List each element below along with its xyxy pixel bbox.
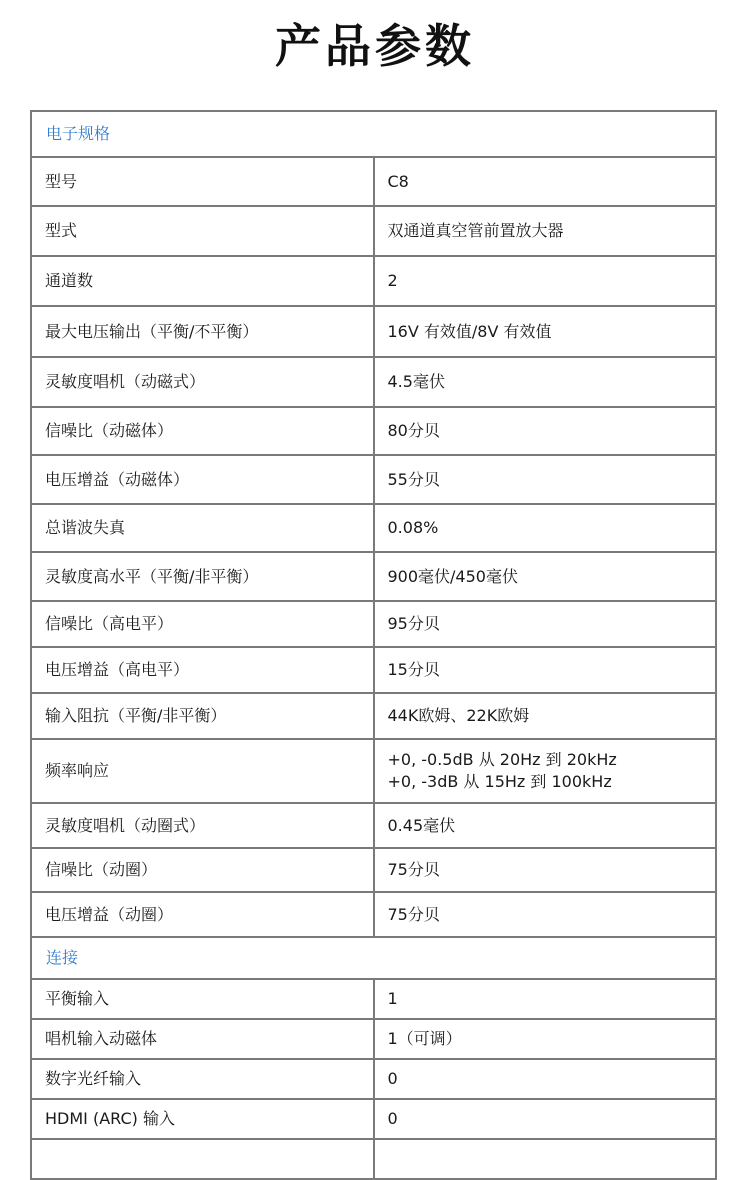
spec-label: 频率响应 (31, 739, 374, 803)
spec-label: 灵敏度唱机（动圈式） (31, 803, 374, 848)
spec-label: 电压增益（动圈） (31, 892, 374, 937)
table-row (31, 848, 716, 892)
spec-label: 输入阻抗（平衡/非平衡） (31, 693, 374, 739)
spec-label: 信噪比（动磁体） (31, 407, 374, 455)
table-row (31, 693, 716, 739)
spec-value: 80分贝 (374, 407, 717, 455)
spec-label: 总谐波失真 (31, 504, 374, 552)
spec-label: 通道数 (31, 256, 374, 306)
spec-value: 55分贝 (374, 455, 717, 504)
spec-label: 电压增益（高电平） (31, 647, 374, 693)
spec-value-line: +0, -0.5dB 从 20Hz 到 20kHz (387, 750, 617, 769)
spec-label: 数字光纤输入 (31, 1059, 374, 1099)
table-row (31, 892, 716, 937)
spec-value: 75分贝 (374, 848, 717, 892)
table-row (31, 306, 716, 357)
spec-value: 2 (374, 256, 717, 306)
section-heading: 电子规格 (31, 111, 716, 157)
table-row (31, 455, 716, 504)
spec-value (374, 1139, 717, 1179)
table-row (31, 407, 716, 455)
spec-value: 16V 有效值/8V 有效值 (374, 306, 717, 357)
table-row (31, 1139, 716, 1179)
page-title: 产品参数 (275, 19, 475, 73)
spec-label: 型式 (31, 206, 374, 256)
table-row (31, 647, 716, 693)
spec-value: 0 (374, 1059, 717, 1099)
spec-value: 95分贝 (374, 601, 717, 647)
spec-value: 1 (374, 979, 717, 1019)
spec-value: C8 (374, 157, 717, 206)
spec-value: 1（可调） (374, 1019, 717, 1059)
spec-label: HDMI (ARC) 输入 (31, 1099, 374, 1139)
spec-value: 15分贝 (374, 647, 717, 693)
spec-table (30, 110, 717, 1180)
spec-value: 双通道真空管前置放大器 (374, 206, 717, 256)
section-header-row (31, 937, 716, 979)
spec-label: 电压增益（动磁体） (31, 455, 374, 504)
table-row (31, 739, 716, 803)
table-row (31, 979, 716, 1019)
spec-label: 唱机输入动磁体 (31, 1019, 374, 1059)
table-row (31, 1099, 716, 1139)
spec-value-multiline (374, 739, 717, 803)
spec-label: 灵敏度唱机（动磁式） (31, 357, 374, 407)
spec-label: 最大电压输出（平衡/不平衡） (31, 306, 374, 357)
spec-label: 信噪比（高电平） (31, 601, 374, 647)
spec-value: 4.5毫伏 (374, 357, 717, 407)
spec-value: 0.45毫伏 (374, 803, 717, 848)
spec-label: 平衡输入 (31, 979, 374, 1019)
table-row (31, 552, 716, 601)
table-row (31, 206, 716, 256)
spec-label: 型号 (31, 157, 374, 206)
table-row (31, 1059, 716, 1099)
spec-value: 44K欧姆、22K欧姆 (374, 693, 717, 739)
spec-value: 900毫伏/450毫伏 (374, 552, 717, 601)
spec-label (31, 1139, 374, 1179)
section-heading: 连接 (31, 937, 716, 979)
table-row (31, 504, 716, 552)
spec-value: 75分贝 (374, 892, 717, 937)
section-header-row (31, 111, 716, 157)
spec-value: 0.08% (374, 504, 717, 552)
spec-label: 灵敏度高水平（平衡/非平衡） (31, 552, 374, 601)
spec-value-line: +0, -3dB 从 15Hz 到 100kHz (387, 772, 612, 791)
table-row (31, 157, 716, 206)
table-row (31, 1019, 716, 1059)
table-row (31, 601, 716, 647)
table-row (31, 357, 716, 407)
spec-value: 0 (374, 1099, 717, 1139)
table-row (31, 256, 716, 306)
table-row (31, 803, 716, 848)
spec-label: 信噪比（动圈） (31, 848, 374, 892)
